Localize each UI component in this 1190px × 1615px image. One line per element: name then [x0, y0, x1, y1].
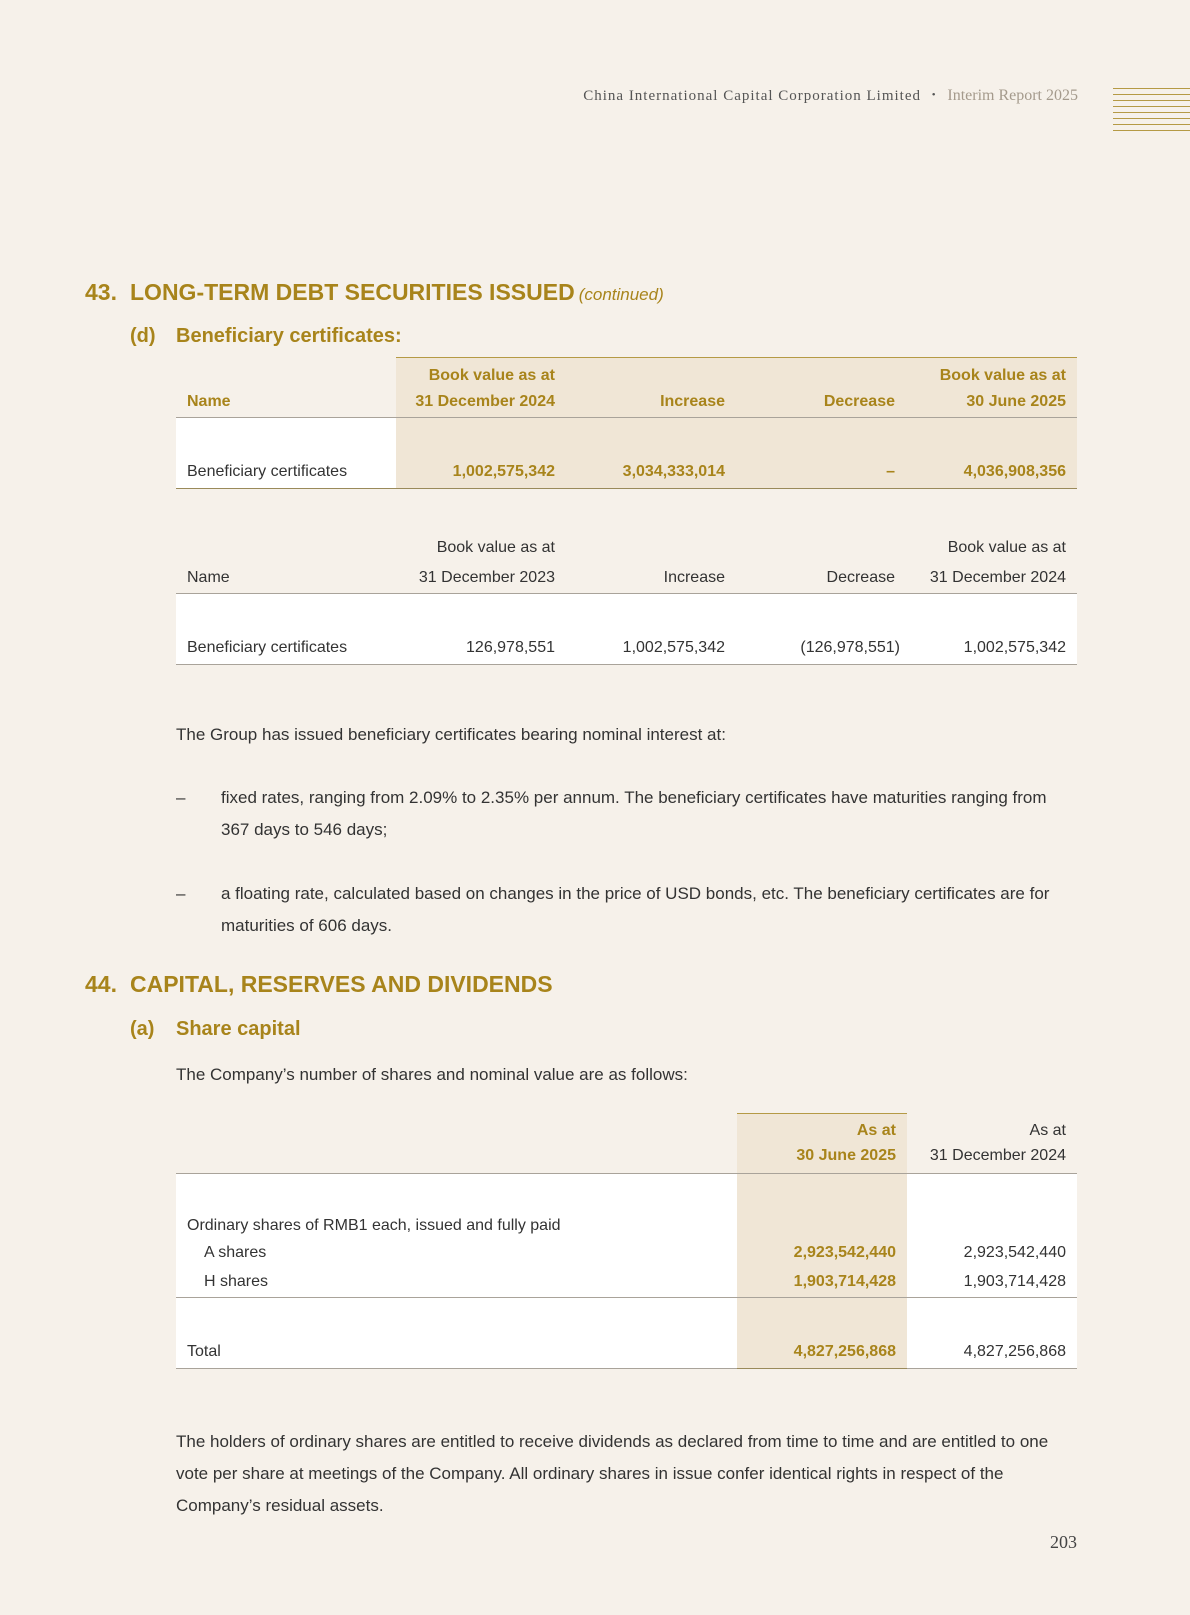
header-name: Name — [176, 563, 396, 593]
cell-closing: 1,002,575,342 — [906, 593, 1077, 664]
header-decrease: Decrease — [736, 388, 906, 418]
header-increase: Increase — [566, 563, 736, 593]
bullet-text: fixed rates, ranging from 2.09% to 2.35% per annum. The beneficiary certificates have maturities ranging from 367 days to 546 days; — [221, 788, 1047, 839]
cell-h-shares-prior: 1,903,714,428 — [907, 1268, 1077, 1298]
row-label: Beneficiary certificates — [176, 593, 396, 664]
dash-marker: – — [176, 884, 186, 903]
cell-closing: 4,036,908,356 — [906, 418, 1077, 489]
bullet-fixed-rate — [176, 782, 1077, 846]
cell-decrease: – — [736, 418, 906, 489]
header-date-end: 30 June 2025 — [906, 388, 1077, 418]
header-as-at-current: As at — [737, 1114, 907, 1140]
subsection-a-title: (a) Share capital — [130, 1018, 301, 1040]
interest-intro: The Group has issued beneficiary certificates bearing nominal interest at: — [176, 725, 726, 744]
bullet-floating-rate — [176, 878, 1077, 942]
table-row — [176, 1238, 1077, 1268]
section-44-title: 44. CAPITAL, RESERVES AND DIVIDENDS — [85, 971, 553, 997]
closing-paragraph: The holders of ordinary shares are entitled to receive dividends as declared from time to time and are entitled to one vote per share at meetings of the Company. All ordinary shares in issue confer identical rights in respect of the Company’s residual assets. — [176, 1432, 1049, 1515]
cell-decrease: (126,978,551) — [736, 593, 906, 664]
header-book-value-end: Book value as at — [906, 358, 1077, 388]
cell-opening: 1,002,575,342 — [396, 418, 566, 489]
cell-opening: 126,978,551 — [396, 593, 566, 664]
header-book-value-start: Book value as at — [436, 539, 555, 556]
header-decorative-lines — [1113, 88, 1190, 136]
share-capital-table — [176, 1113, 1077, 1369]
section-43-title: 43. LONG-TERM DEBT SECURITIES ISSUED (continued) — [85, 279, 664, 305]
table-row-total — [176, 1298, 1077, 1369]
header-date-end: 31 December 2024 — [906, 563, 1077, 593]
page-number: 203 — [1050, 1532, 1077, 1552]
cell-total-current: 4,827,256,868 — [737, 1298, 907, 1369]
table-row — [176, 1268, 1077, 1298]
share-intro: The Company’s number of shares and nominal value are as follows: — [176, 1065, 688, 1084]
cell-increase: 1,002,575,342 — [566, 593, 736, 664]
header-name: Name — [176, 388, 396, 418]
header-date-current: 30 June 2025 — [737, 1140, 907, 1174]
header-bullet: • — [931, 89, 937, 101]
header-as-at-prior: As at — [1029, 1121, 1066, 1139]
group-label: Ordinary shares of RMB1 each, issued and fully paid — [176, 1174, 737, 1238]
header-increase: Increase — [566, 388, 736, 418]
cell-a-shares-current: 2,923,542,440 — [737, 1238, 907, 1268]
subsection-d-title: (d) Beneficiary certificates: — [130, 325, 402, 347]
header-date-start: 31 December 2023 — [396, 563, 566, 593]
row-label: Beneficiary certificates — [176, 418, 396, 489]
cell-total-prior: 4,827,256,868 — [907, 1298, 1077, 1369]
beneficiary-table-2024 — [176, 533, 1077, 665]
cell-h-shares-current: 1,903,714,428 — [737, 1268, 907, 1298]
row-label-h-shares: H shares — [176, 1268, 737, 1298]
cell-a-shares-prior: 2,923,542,440 — [907, 1238, 1077, 1268]
cell-increase: 3,034,333,014 — [566, 418, 736, 489]
page-header — [583, 87, 1078, 105]
header-book-value-start: Book value as at — [396, 358, 566, 388]
row-label-total: Total — [176, 1298, 737, 1369]
header-date-start: 31 December 2024 — [396, 388, 566, 418]
dash-marker: – — [176, 788, 186, 807]
header-company: China International Capital Corporation Limited — [583, 88, 921, 104]
row-label-a-shares: A shares — [176, 1238, 737, 1268]
beneficiary-table-2025 — [176, 357, 1077, 489]
header-book-value-end: Book value as at — [947, 539, 1066, 556]
header-date-prior: 31 December 2024 — [907, 1140, 1077, 1174]
header-decrease: Decrease — [736, 563, 906, 593]
header-report-title: Interim Report 2025 — [947, 87, 1078, 104]
bullet-text: a floating rate, calculated based on changes in the price of USD bonds, etc. The beneficiary certificates are for maturities of 606 days. — [221, 884, 1050, 935]
